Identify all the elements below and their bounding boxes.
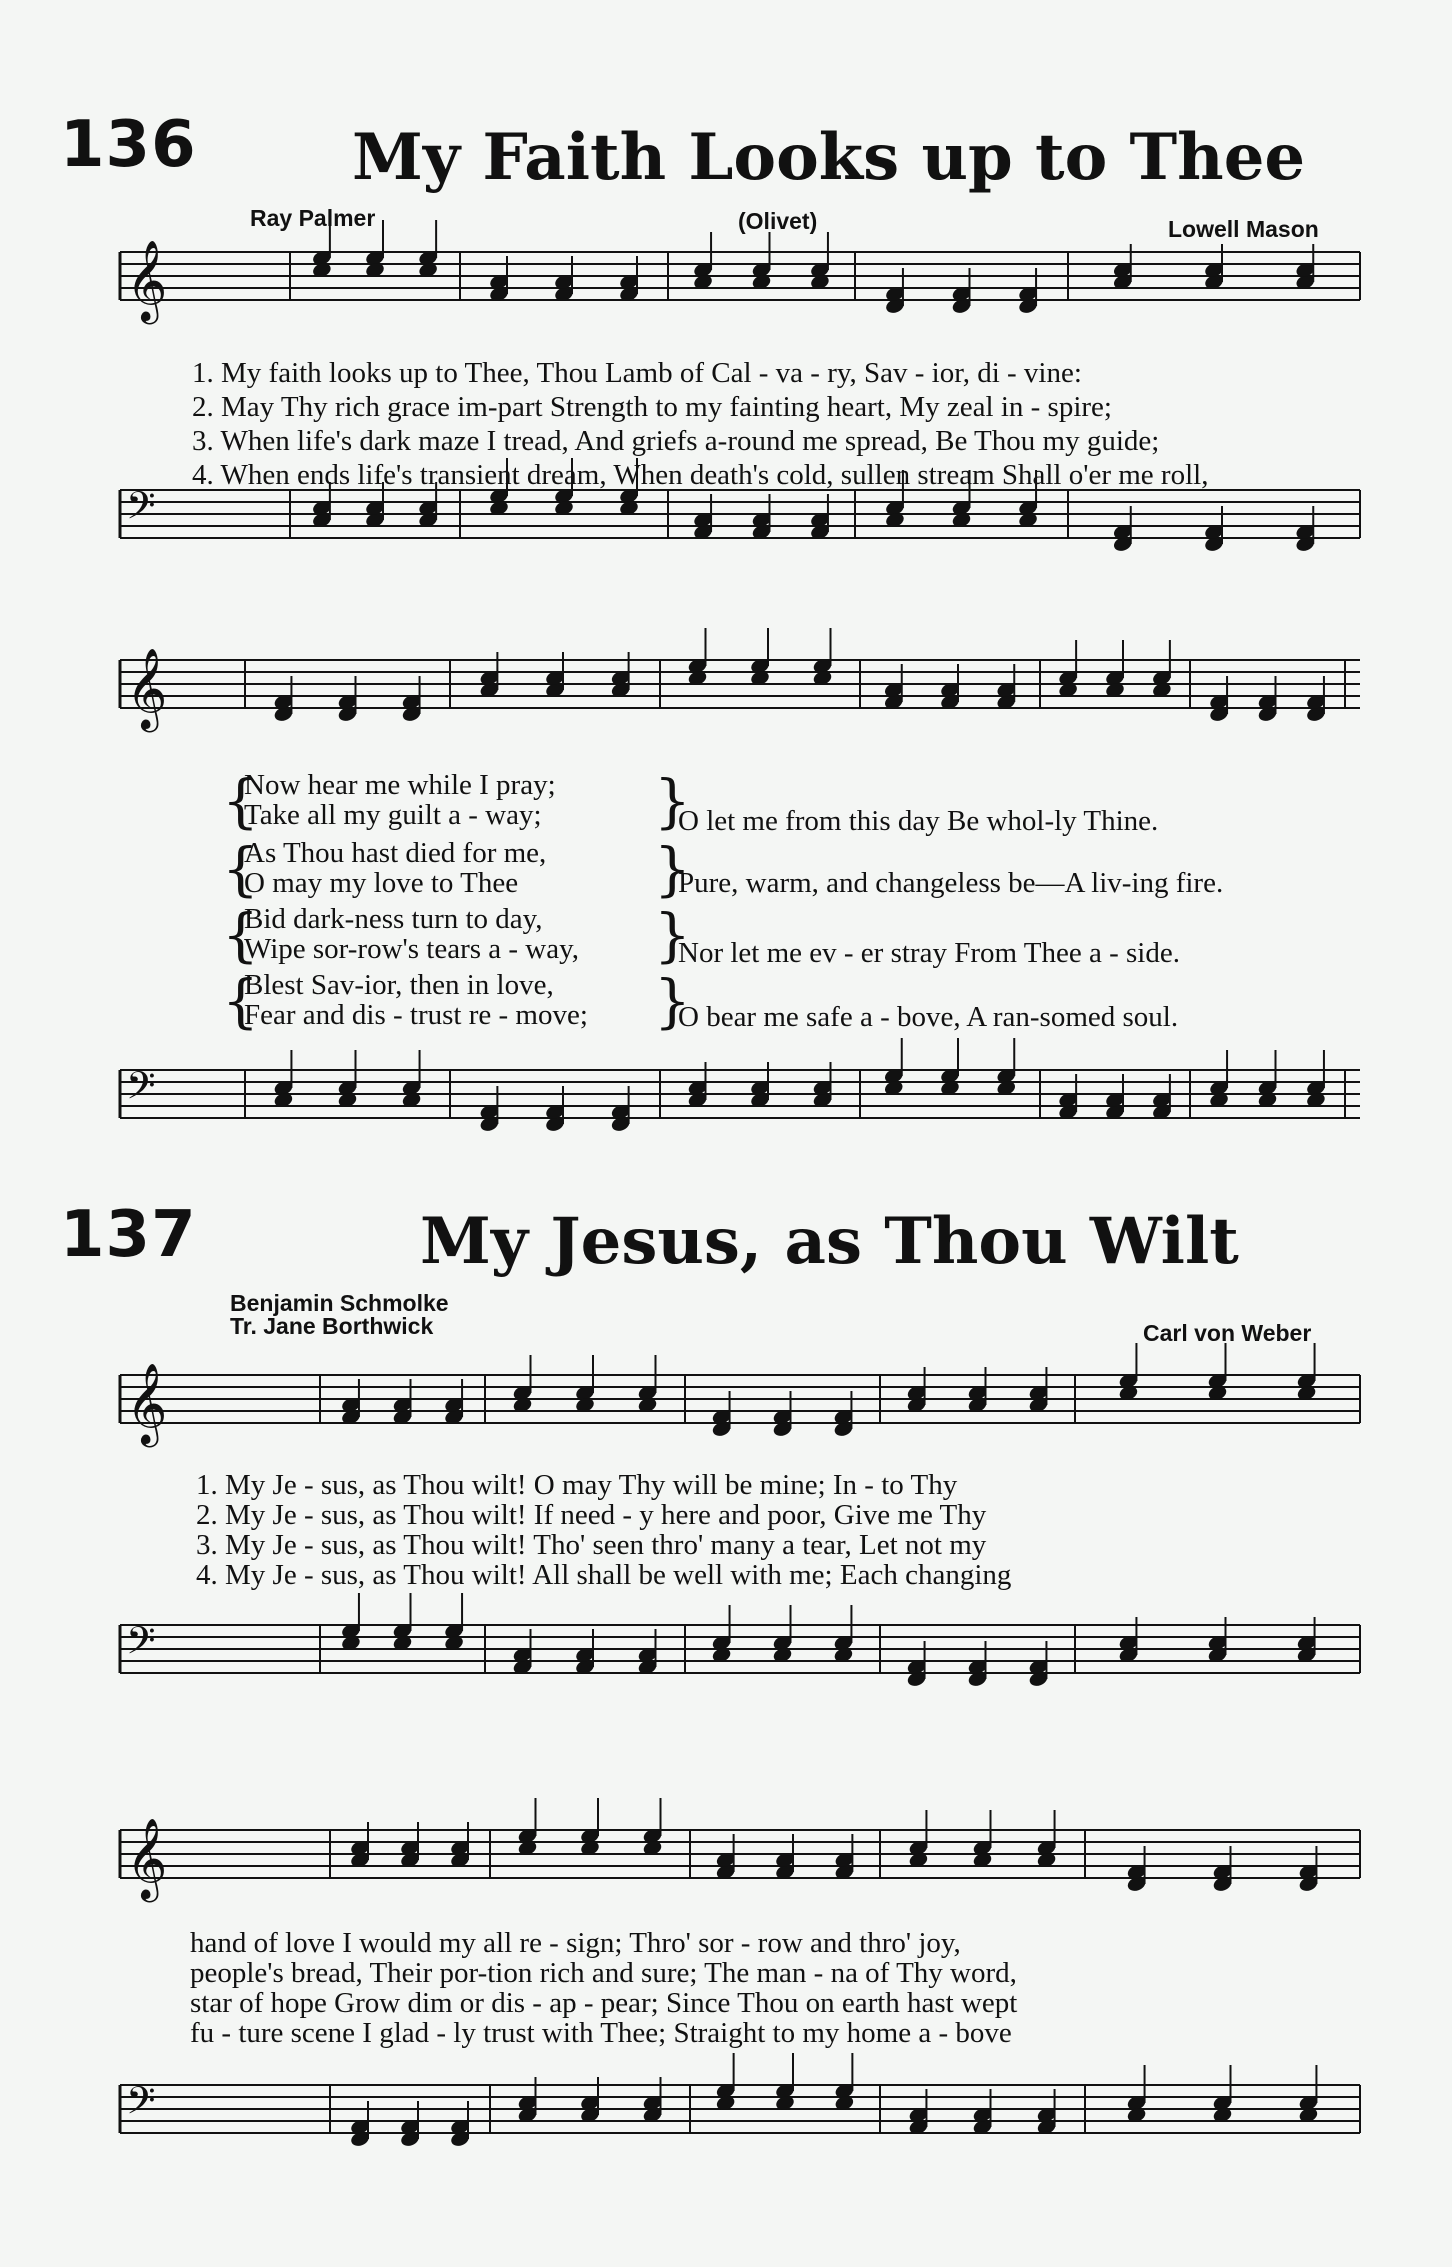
- verse-line: 1. My Je - sus, as Thou wilt! O may Thy will be mine; In - to Thy: [196, 1469, 958, 1501]
- left-brace: {: [222, 967, 259, 1035]
- right-brace: }: [654, 767, 691, 835]
- refrain-line-b: Fear and dis - trust re - move;: [244, 999, 588, 1031]
- bass-clef-icon: 𝄢: [126, 1063, 156, 1117]
- hymn-137-composer: Carl von Weber: [1143, 1320, 1312, 1346]
- refrain-line-b: Wipe sor-row's tears a - way,: [244, 933, 579, 965]
- left-brace: {: [222, 901, 259, 969]
- refrain-line-c: Pure, warm, and changeless be—A liv-ing fire.: [678, 867, 1224, 899]
- verse-line: 2. My Je - sus, as Thou wilt! If need - y here and poor, Give me Thy: [196, 1499, 987, 1531]
- bass-clef-icon: 𝄢: [126, 1618, 156, 1672]
- hymn-136-verses: [192, 358, 1208, 494]
- refrain-line-a: Blest Sav-ior, then in love,: [244, 969, 554, 1001]
- verse-line: fu - ture scene I glad - ly trust with Thee; Straight to my home a - bove: [190, 2017, 1012, 2049]
- hymn-137-translator: Tr. Jane Borthwick: [230, 1313, 434, 1339]
- right-brace: }: [654, 967, 691, 1035]
- refrain-line-a: Now hear me while I pray;: [244, 769, 556, 801]
- refrain-line-b: Take all my guilt a - way;: [244, 799, 542, 831]
- hymn-136-author: Ray Palmer: [250, 205, 376, 231]
- hymn-137-verses-a: [196, 1470, 1011, 1590]
- note-heads: [273, 220, 1327, 2148]
- bass-clef-icon: 𝄢: [126, 2078, 156, 2132]
- treble-clef-icon: 𝄞: [126, 647, 168, 729]
- hymn-136-tune: (Olivet): [738, 208, 818, 234]
- left-brace: {: [222, 767, 259, 835]
- verse-line: people's bread, Their por-tion rich and sure; The man - na of Thy word,: [190, 1957, 1017, 1989]
- verse-line: 3. My Je - sus, as Thou wilt! Tho' seen thro' many a tear, Let not my: [196, 1529, 987, 1561]
- verse-line: star of hope Grow dim or dis - ap - pear; Since Thou on earth hast wept: [190, 1987, 1018, 2019]
- treble-clef-icon: 𝄞: [126, 1362, 168, 1444]
- right-brace: }: [654, 901, 691, 969]
- verse-line: 2. May Thy rich grace im-part Strength to my fainting heart, My zeal in - spire;: [192, 391, 1112, 423]
- refrain-line-c: Nor let me ev - er stray From Thee a - side.: [678, 937, 1180, 969]
- right-brace: }: [654, 835, 691, 903]
- hymn-137-author: Benjamin Schmolke: [230, 1290, 449, 1316]
- hymn-137-number: 137: [60, 1198, 197, 1272]
- bass-clef-icon: 𝄢: [126, 483, 156, 537]
- verse-line: 3. When life's dark maze I tread, And griefs a-round me spread, Be Thou my guide;: [192, 425, 1160, 457]
- left-brace: {: [222, 835, 259, 903]
- hymn-137-verses-b: [190, 1928, 1017, 2048]
- staff-lines: [120, 239, 1360, 2133]
- verse-line: hand of love I would my all re - sign; Thro' sor - row and thro' joy,: [190, 1927, 961, 1959]
- verse-line: 4. My Je - sus, as Thou wilt! All shall be well with me; Each changing: [196, 1559, 1012, 1591]
- hymn-136-title: My Faith Looks up to Thee: [352, 120, 1306, 195]
- treble-clef-icon: 𝄞: [126, 1817, 168, 1899]
- hymn-136-number: 136: [60, 108, 197, 182]
- refrain-line-c: O let me from this day Be whol-ly Thine.: [678, 805, 1159, 837]
- refrain-line-a: Bid dark-ness turn to day,: [244, 903, 543, 935]
- hymn-137-title: My Jesus, as Thou Wilt: [420, 1204, 1239, 1279]
- treble-clef-icon: 𝄞: [126, 239, 168, 321]
- refrain-line-a: As Thou hast died for me,: [244, 837, 547, 869]
- hymn-136-composer: Lowell Mason: [1168, 216, 1319, 242]
- refrain-line-b: O may my love to Thee: [244, 867, 519, 899]
- refrain-line-c: O bear me safe a - bove, A ran-somed soul.: [678, 1001, 1179, 1033]
- verse-line: 4. When ends life's transient dream, When death's cold, sullen stream Shall o'er me roll,: [192, 459, 1209, 491]
- verse-line: 1. My faith looks up to Thee, Thou Lamb of Cal - va - ry, Sav - ior, di - vine:: [192, 357, 1082, 389]
